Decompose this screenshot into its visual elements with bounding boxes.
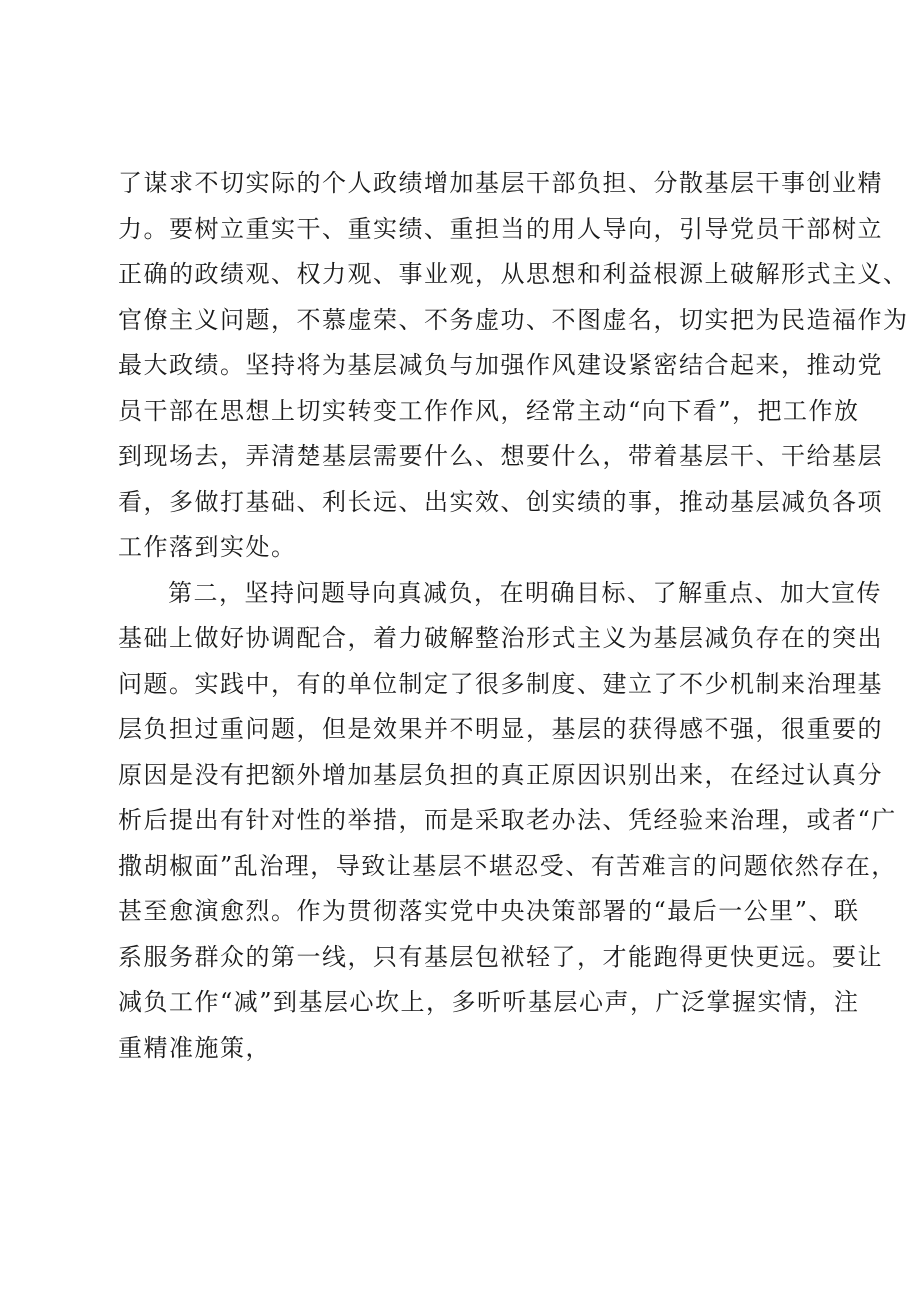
- text-line: 析后提出有针对性的举措，而是采取老办法、凭经验来治理，或者“广: [118, 806, 897, 834]
- text-line: 原因是没有把额外增加基层负担的真正原因识别出来，在经过认真分: [118, 760, 883, 789]
- paragraph-start-line: 第二，坚持问题导向真减负，在明确目标、了解重点、加大宣传: [168, 578, 882, 607]
- text-line: 员干部在思想上切实转变工作作风，经常主动“向下看”，把工作放: [118, 396, 860, 425]
- text-line: 撒胡椒面”乱治理，导致让基层不堪忍受、有苦难言的问题依然存在，: [118, 851, 897, 880]
- text-line: 看，多做打基础、利长远、出实效、创实绩的事，推动基层减负各项: [118, 487, 883, 516]
- text-line: 官僚主义问题，不慕虚荣、不务虚功、不图虚名，切实把为民造福作为: [118, 305, 909, 334]
- text-line: 系服务群众的第一线，只有基层包袱轻了，才能跑得更快更远。要让: [118, 942, 883, 971]
- text-line: 最大政绩。坚持将为基层减负与加强作风建设紧密结合起来，推动党: [118, 351, 883, 379]
- text-line: 工作落到实处。: [118, 533, 297, 561]
- text-line: 减负工作“减”到基层心坎上，多听听基层心声，广泛掌握实情，注: [118, 988, 860, 1016]
- text-line: 力。要树立重实干、重实绩、重担当的用人导向，引导党员干部树立: [118, 214, 883, 243]
- text-line: 层负担过重问题，但是效果并不明显，基层的获得感不强，很重要的: [118, 715, 883, 743]
- body-text: [118, 161, 909, 1071]
- text-line: 甚至愈演愈烈。作为贯彻落实党中央决策部署的“最后一公里”、联: [118, 897, 860, 925]
- text-line: 正确的政绩观、权力观、事业观，从思想和利益根源上破解形式主义、: [118, 260, 909, 288]
- text-line: 基础上做好协调配合，着力破解整治形式主义为基层减负存在的突出: [118, 624, 883, 652]
- text-line: 问题。实践中，有的单位制定了很多制度、建立了不少机制来治理基: [118, 669, 883, 698]
- text-line: 重精准施策，: [118, 1033, 271, 1062]
- text-line: 了谋求不切实际的个人政绩增加基层干部负担、分散基层干事创业精: [118, 169, 883, 197]
- text-line: 到现场去，弄清楚基层需要什么、想要什么，带着基层干、干给基层: [118, 442, 883, 470]
